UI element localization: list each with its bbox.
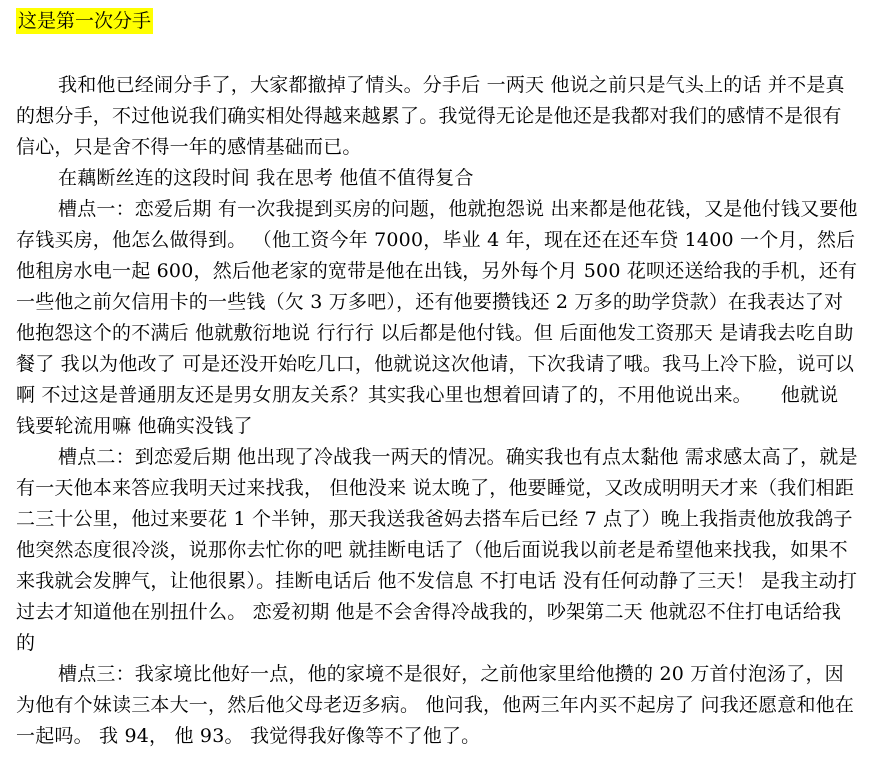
paragraph-complaint-two: 槽点二：到恋爱后期 他出现了冷战我一两天的情况。确实我也有点太黏他 需求感太高了，就是有一天他本来答应我明天过来找我， 但他没来 说太晚了，他要睡觉，又改成明明天才来（我们相距二三十公里，他过来要花 1 个半钟，那天我送我爸妈去搭车后已经 7 点了）晚上我指责他放我鸽子 他突然态度很冷淡，说那你去忙你的吧 就挂断电话了（他后面说我以前老是希望他来找我，如果不来我就会发脾气，让他很累）。挂断电话后 他不发信息 不打电话 没有任何动静了三天！ 是我主动打过去才知道他在别扭什么。 恋爱初期 他是不会舍得冷战我的，吵架第二天 他就忍不住打电话给我的 — [16, 446, 858, 654]
paragraph-thinking: 在藕断丝连的这段时间 我在思考 他值不值得复合 — [58, 167, 474, 189]
paragraph-intro: 我和他已经闹分手了，大家都撤掉了情头。分手后 一两天 他说之前只是气头上的话 并不是真的想分手，不过他说我们确实相处得越来越累了。我觉得无论是他还是我都对我们的感情不是很有信心，只是舍不得一年的感情基础而已。 — [16, 74, 845, 158]
document-title: 这是第一次分手 — [18, 10, 152, 32]
paragraph-complaint-three: 槽点三：我家境比他好一点，他的家境不是很好，之前他家里给他攒的 20 万首付泡汤了，因为他有个妹读三本大一，然后他父母老迈多病。 他问我，他两三年内买不起房了 问我还愿意和他在一起吗。 我 94， 他 93。 我觉得我好像等不了他了。 — [16, 663, 855, 747]
paragraph-complaint-one: 槽点一：恋爱后期 有一次我提到买房的问题，他就抱怨说 出来都是他花钱，又是他付钱又要他存钱买房，他怎么做得到。 （他工资今年 7000，毕业 4 年，现在还在还车贷 1400 一个月，然后他租房水电一起 600，然后他老家的宽带是他在出钱，另外每个月 500 花呗还送给我的手机，还有一些他之前欠信用卡的一些钱（欠 3 万多吧），还有他要攒钱还 2 万多的助学贷款）在我表达了对他抱怨这个的不满后 他就敷衍地说 行行行 以后都是他付钱。但 后面他发工资那天 是请我去吃自助餐了 我以为他改了 可是还没开始吃几口，他就说这次他请，下次我请了哦。我马上冷下脸，说可以啊 不过这是普通朋友还是男女朋友关系？其实我心里也想着回请了的，不用他说出来。 他就说 钱要轮流用嘛 他确实没钱了 — [16, 198, 858, 437]
document-body — [16, 70, 858, 752]
